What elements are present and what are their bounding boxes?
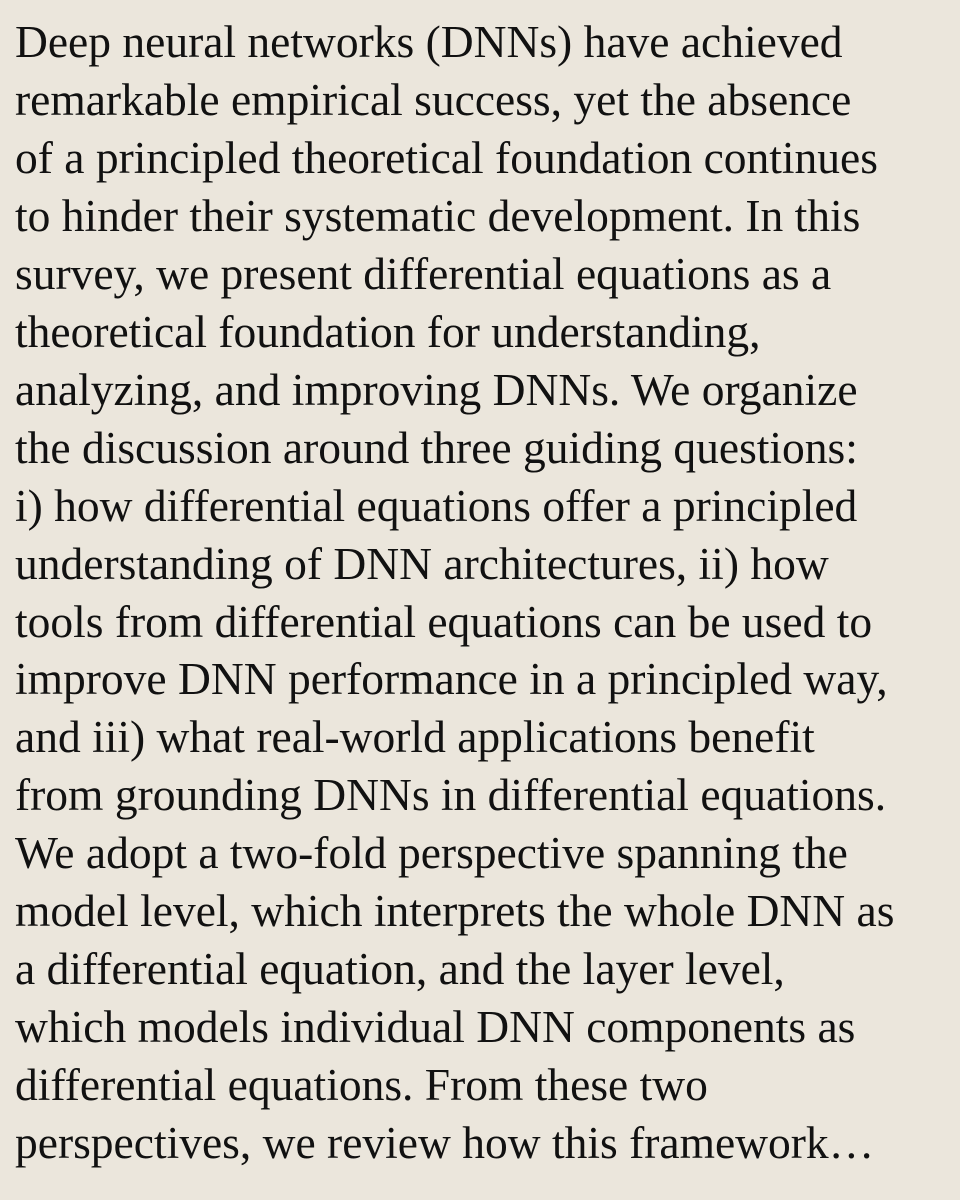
text-line: analyzing, and improving DNNs. We organize — [15, 363, 858, 415]
text-line: improve DNN performance in a principled way, — [15, 653, 888, 705]
text-line: to hinder their systematic development. In this — [15, 189, 861, 241]
text-line: and iii) what real-world applications benefit — [15, 711, 815, 763]
text-line: We adopt a two-fold perspective spanning the — [15, 827, 848, 879]
text-line: survey, we present differential equations as a — [15, 247, 832, 299]
text-line: tools from differential equations can be used to — [15, 595, 873, 647]
text-line: remarkable empirical success, yet the absence — [15, 73, 852, 125]
text-line: theoretical foundation for understanding, — [15, 305, 761, 357]
text-line: a differential equation, and the layer level, — [15, 943, 785, 995]
text-line: i) how differential equations offer a principled — [15, 479, 858, 531]
text-line: the discussion around three guiding questions: — [15, 421, 858, 473]
text-line: of a principled theoretical foundation continues — [15, 131, 878, 183]
abstract-text — [15, 13, 894, 1172]
text-line: perspectives, we review how this framework… — [15, 1117, 875, 1169]
text-line: model level, which interprets the whole DNN as — [15, 885, 895, 937]
text-line: from grounding DNNs in differential equations. — [15, 769, 887, 821]
text-line: differential equations. From these two — [15, 1059, 708, 1111]
text-line: understanding of DNN architectures, ii) how — [15, 537, 829, 589]
text-line: Deep neural networks (DNNs) have achieved — [15, 16, 843, 67]
text-line: which models individual DNN components as — [15, 1001, 856, 1053]
